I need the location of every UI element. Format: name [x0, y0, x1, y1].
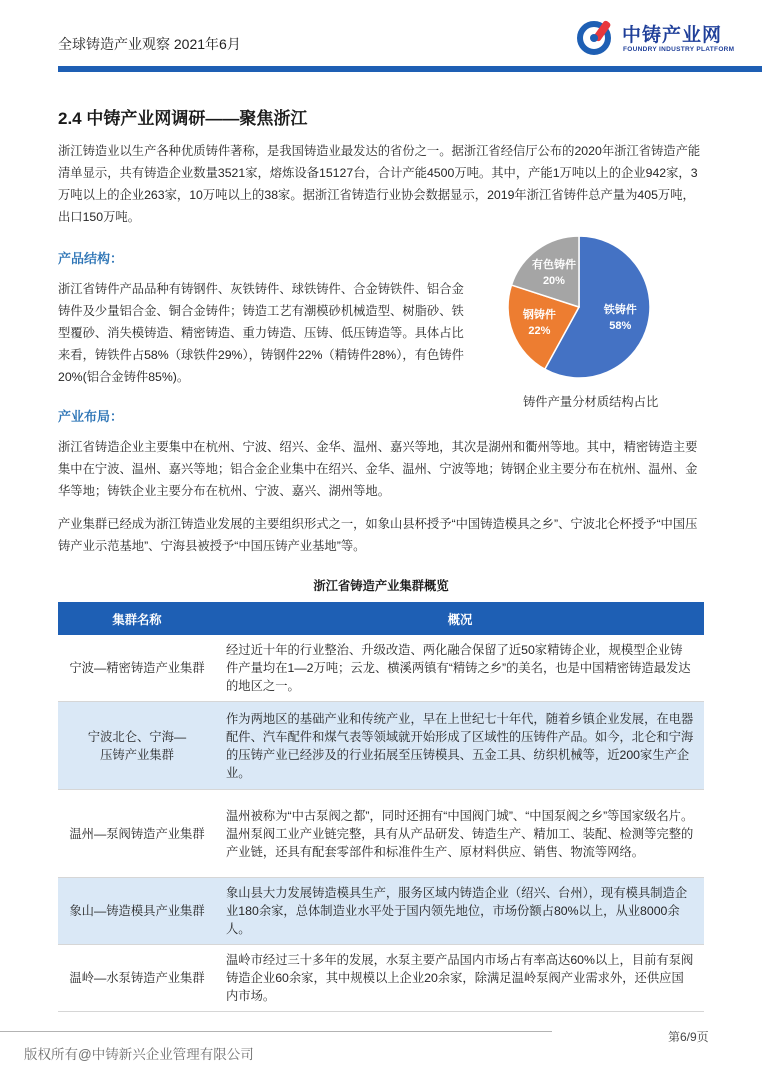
product-structure-heading: 产品结构： — [58, 251, 124, 266]
cluster-desc-cell: 温岭市经过三十多年的发展，水泵主要产品国内市场占有率高达60%以上，目前有泵阀铸造企业60余家，其中规模以上企业20余家，除满足温岭泵阀产业需求外，还供应国内市场。 — [216, 945, 704, 1012]
logo-mark-icon — [576, 16, 616, 56]
industry-layout-paragraph: 浙江省铸造企业主要集中在杭州、宁波、绍兴、金华、温州、嘉兴等地，其次是湖州和衢州等地。其中，精密铸造主要集中在宁波、温州、嘉兴等地；铝合金企业集中在绍兴、金华、温州、宁波等地；铸钢企业主要分布在杭州、温州、金华等地；铸铁企业主要分布在杭州、宁波、嘉兴、湖州等地。 — [58, 440, 698, 498]
industry-layout-heading: 产业布局： — [58, 409, 124, 424]
logo-en-text: FOUNDRY INDUSTRY PLATFORM — [623, 46, 735, 53]
pie-slice-label — [519, 257, 589, 289]
copyright-text: 版权所有@中铸新兴企业管理有限公司 — [24, 1047, 254, 1062]
table-row — [58, 790, 704, 878]
cluster-name-cell: 温州—泵阀铸造产业集群 — [58, 790, 216, 878]
cluster-desc-cell: 温州被称为“中古泵阀之都”，同时还拥有“中国阀门城”、“中国泵阀之乡”等国家级名片。温州泵阀工业产业链完整，具有从产品研发、铸造生产、精加工、装配、检测等完整的产业链，还具有配套零部件和标准件生产、原材料供应、销售、物流等网络。 — [216, 790, 704, 878]
intro-paragraph: 浙江铸造业以生产各种优质铸件著称，是我国铸造业最发达的省份之一。据浙江省经信厅公布的2020年浙江省铸造产能清单显示，共有铸造企业数量3521家，熔炼设备15127台，合计产能4500万吨。其中，产能1万吨以上的企业942家，3万吨以上的企业263家，10万吨以上的38家。据浙江省铸造行业协会数据显示，2019年浙江省铸件总产量为405万吨，出口150万吨。 — [58, 144, 701, 224]
cluster-name-cell: 宁波北仑、宁海— 压铸产业集群 — [58, 702, 216, 790]
header-divider — [58, 66, 762, 72]
pie-slice-value: 20% — [542, 274, 565, 287]
cluster-desc-cell: 经过近十年的行业整治、升级改造、两化融合保留了近50家精铸企业，规模型企业铸件产量均在1—2万吨；云龙、横溪两镇有“精铸之乡”的美名，也是中国精密铸造最发达的地区之一。 — [216, 635, 704, 702]
page-number: 第6/9页 — [668, 1030, 709, 1044]
industry-cluster-paragraph: 产业集群已经成为浙江铸造业发展的主要组织形式之一，如象山县杯授予“中国铸造模具之乡”、宁波北仑杯授予“中国压铸产业示范基地”、宁海县被授予“中国压铸产业基地”等。 — [58, 517, 698, 553]
cluster-desc-cell: 象山县大力发展铸造模具生产，服务区域内铸造企业（绍兴、台州），现有模具制造企业180余家，总体制造业水平处于国内领先地位，市场份额占80%以上，从业8000余人。 — [216, 878, 704, 945]
pie-slice-value: 22% — [528, 324, 551, 337]
cluster-name-cell: 温岭—水泵铸造产业集群 — [58, 945, 216, 1012]
table-row — [58, 878, 704, 945]
table-row — [58, 702, 704, 790]
logo-cn-text: 中铸产业网 — [622, 25, 723, 46]
cluster-desc-cell: 作为两地区的基础产业和传统产业，早在上世纪七十年代，随着乡镇企业发展，在电器配件、汽车配件和煤气表等领域就开始形成了区域性的压铸件产品。如今，北仑和宁海的压铸产业已经涉及的行业拓展至压铸模具、五金工具、纺织机械等，近200家生产企业。 — [216, 702, 704, 790]
cluster-table — [58, 602, 704, 1012]
pie-slice-name: 铁铸件 — [603, 303, 637, 316]
table-title: 浙江省铸造产业集群概览 — [313, 579, 449, 593]
pie-slice-label — [585, 302, 655, 334]
report-title: 全球铸造产业观察 2021年6月 — [58, 36, 241, 52]
table-row — [58, 945, 704, 1012]
pie-slice-name: 有色铸件 — [531, 258, 576, 271]
product-structure-paragraph: 浙江省铸件产品品种有铸钢件、灰铁铸件、球铁铸件、合金铸铁件、铝合金铸件及少量铝合金、铜合金铸件；铸造工艺有潮模砂机械造型、树脂砂、铁型覆砂、消失模铸造、精密铸造、重力铸造、压铸、低压铸造等。具体占比来看，铸铁件占58%（球铁件29%），铸钢件22%（精铸件28%），有色铸件20%(铝合金铸件85%)。 — [58, 282, 464, 384]
table-header-row — [58, 602, 704, 635]
section-title: 2.4 中铸产业网调研——聚焦浙江 — [58, 109, 308, 128]
cluster-name-cell: 宁波—精密铸造产业集群 — [58, 635, 216, 702]
pie-slice-name: 钢铸件 — [522, 308, 556, 321]
brand-logo — [576, 16, 736, 60]
table-row — [58, 635, 704, 702]
header-overview: 概况 — [216, 602, 704, 635]
header-cluster-name: 集群名称 — [58, 602, 216, 635]
pie-chart-caption: 铸件产量分材质结构占比 — [523, 395, 659, 409]
pie-slice-value: 58% — [609, 319, 632, 332]
footer-divider — [0, 1031, 552, 1032]
pie-slice-label — [504, 307, 574, 339]
cluster-name-cell: 象山—铸造模具产业集群 — [58, 878, 216, 945]
